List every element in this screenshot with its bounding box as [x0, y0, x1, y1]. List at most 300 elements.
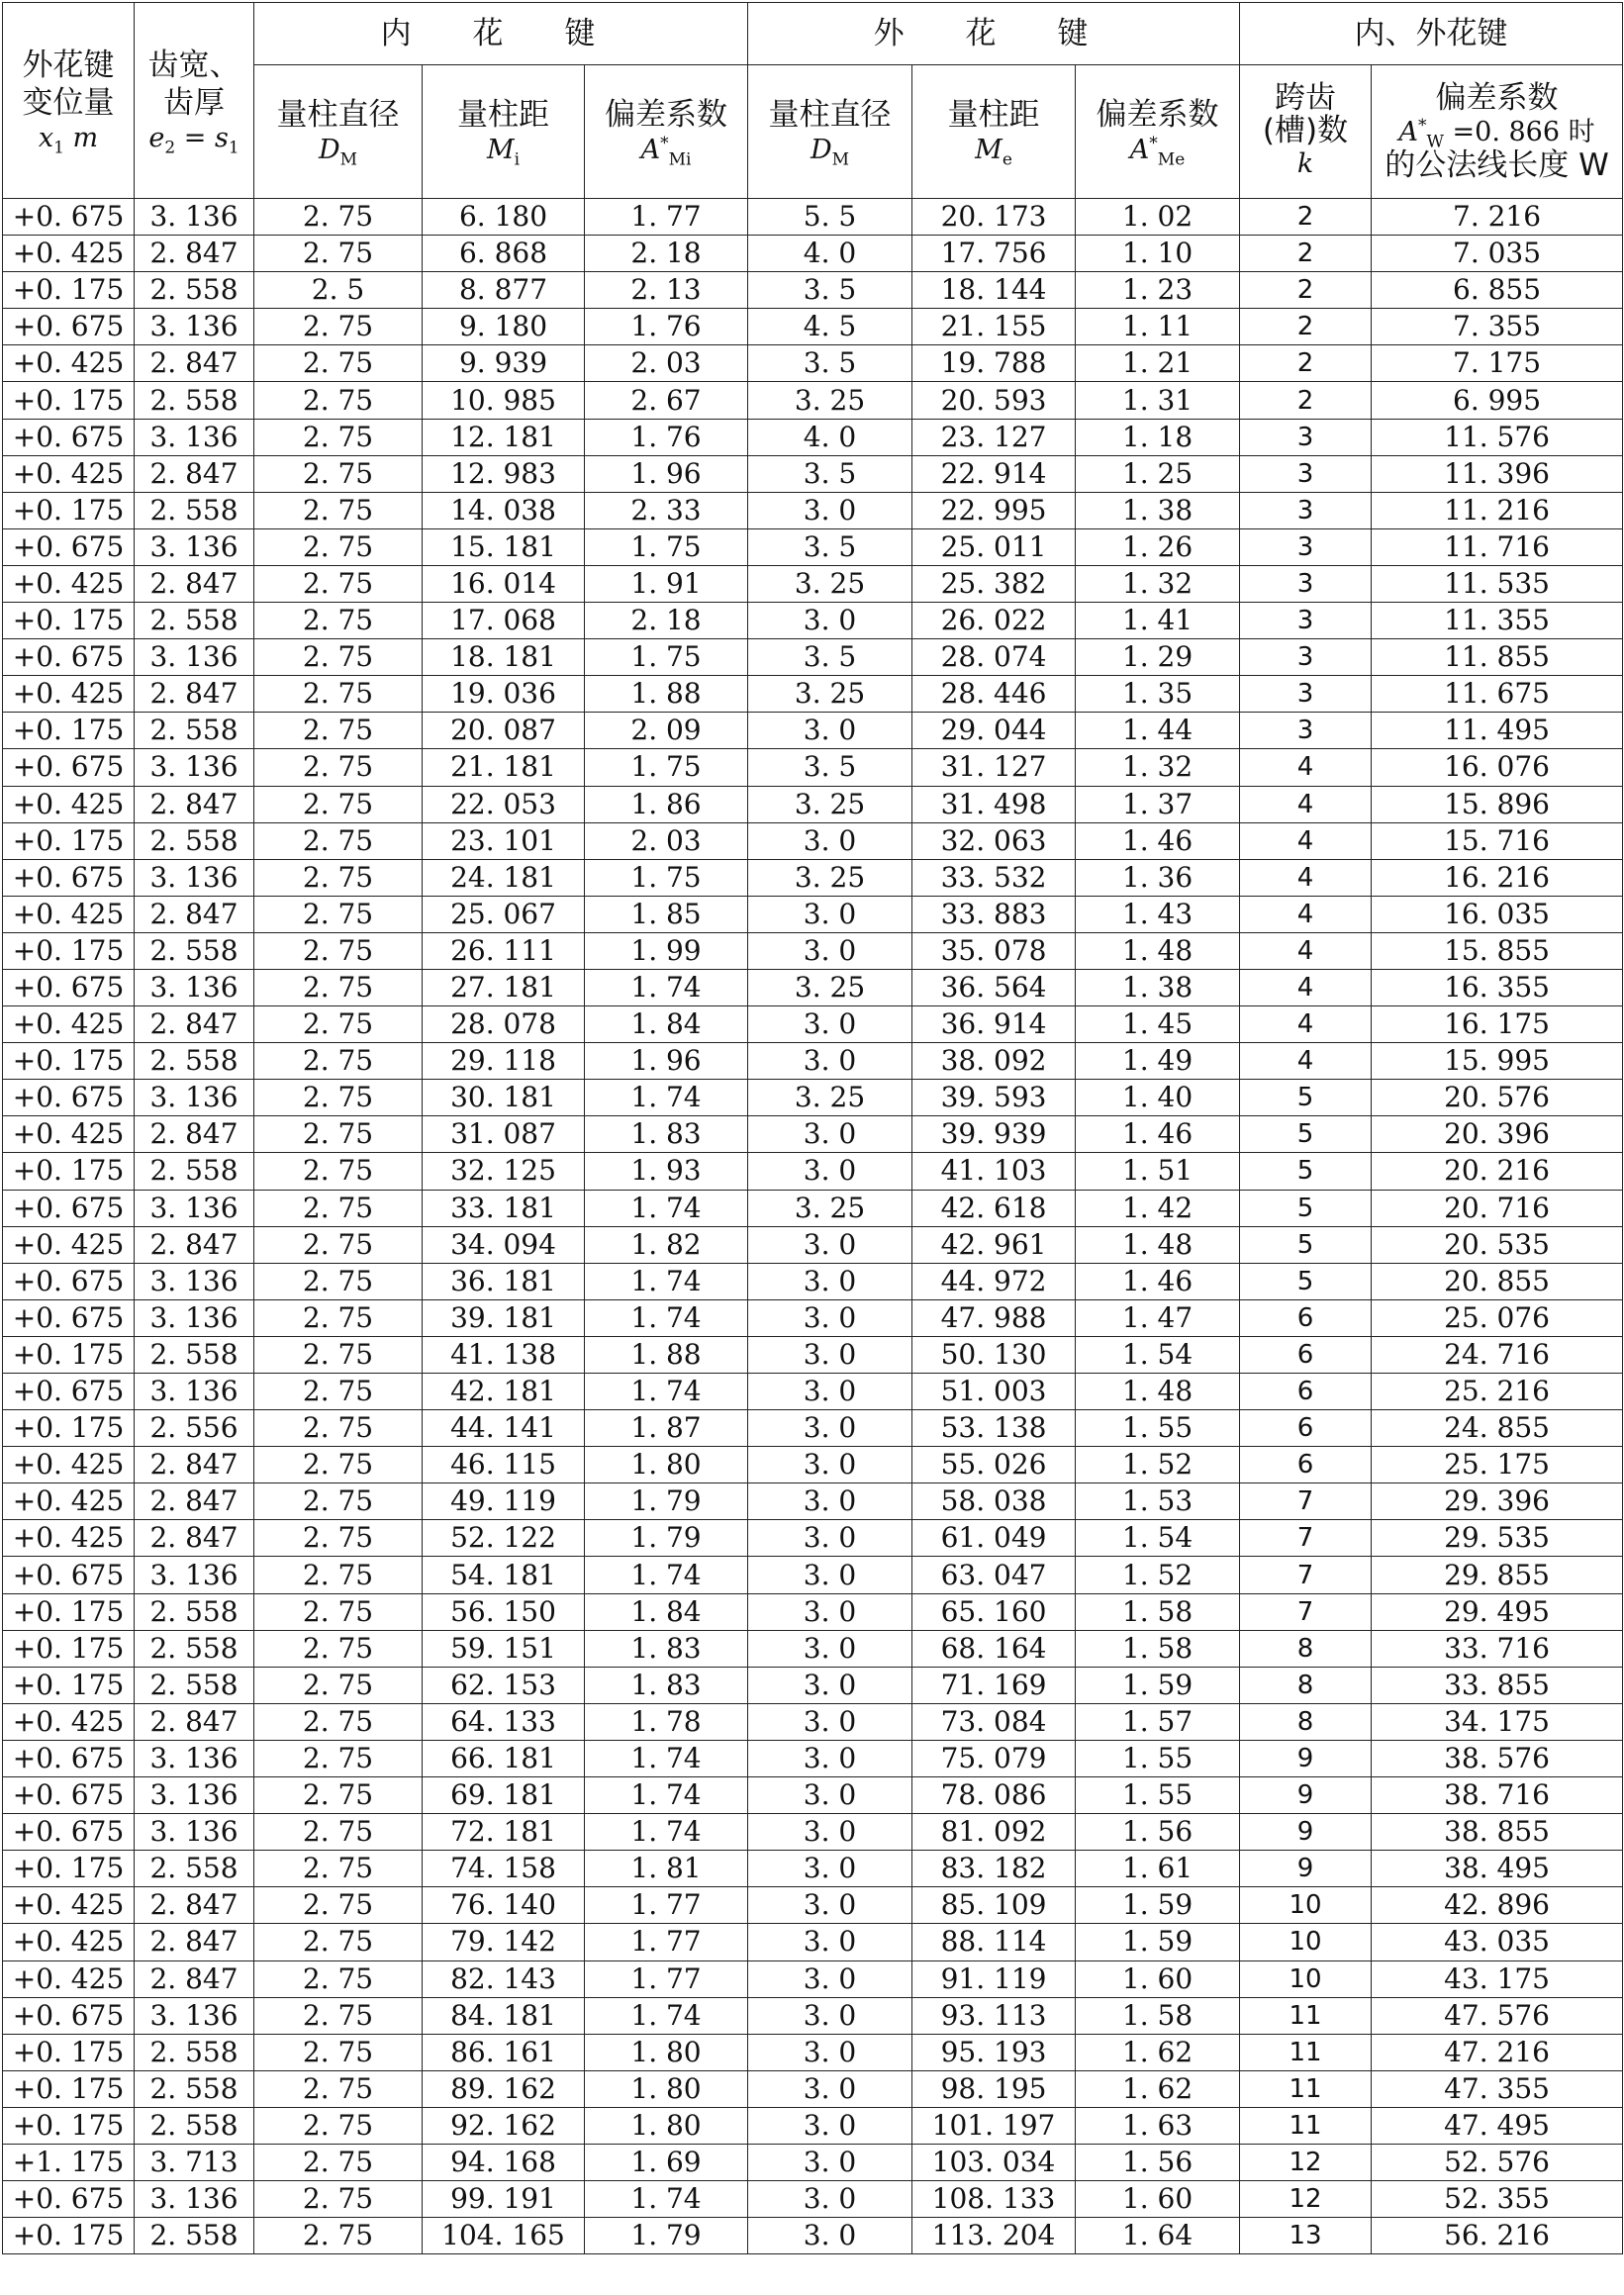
cell-span-teeth-count: 8	[1240, 1667, 1372, 1703]
cell-internal-pin-distance: 18. 181	[423, 639, 585, 676]
table-row	[3, 1447, 1623, 1483]
cell-external-pin-distance: 39. 939	[912, 1116, 1076, 1153]
cell-tooth-width: 3. 136	[135, 309, 254, 345]
cell-x1m-shift: +0. 175	[3, 272, 135, 309]
cell-internal-pin-distance: 49. 119	[423, 1483, 585, 1520]
cell-span-measurement-w: 20. 396	[1372, 1116, 1623, 1153]
table-row	[3, 1116, 1623, 1153]
header-span-teeth-count: 跨齿 (槽)数 k	[1240, 65, 1372, 199]
cell-internal-deviation-coeff: 1. 88	[585, 1336, 748, 1373]
cell-internal-pin-distance: 56. 150	[423, 1593, 585, 1630]
cell-x1m-shift: +0. 425	[3, 1226, 135, 1263]
cell-span-measurement-w: 20. 535	[1372, 1226, 1623, 1263]
cell-span-teeth-count: 2	[1240, 382, 1372, 419]
cell-external-pin-distance: 22. 914	[912, 455, 1076, 492]
table-row	[3, 932, 1623, 969]
cell-span-measurement-w: 24. 855	[1372, 1410, 1623, 1447]
table-row	[3, 859, 1623, 896]
cell-external-pin-diameter: 3. 5	[748, 749, 912, 786]
cell-x1m-shift: +0. 175	[3, 2034, 135, 2070]
cell-tooth-width: 2. 558	[135, 492, 254, 528]
cell-external-pin-distance: 41. 103	[912, 1153, 1076, 1190]
cell-external-deviation-coeff: 1. 51	[1076, 1153, 1240, 1190]
cell-internal-pin-distance: 46. 115	[423, 1447, 585, 1483]
cell-external-deviation-coeff: 1. 02	[1076, 199, 1240, 236]
cell-span-measurement-w: 16. 175	[1372, 1006, 1623, 1043]
cell-tooth-width: 2. 847	[135, 236, 254, 272]
cell-internal-deviation-coeff: 1. 74	[585, 1814, 748, 1851]
cell-external-deviation-coeff: 1. 58	[1076, 1630, 1240, 1667]
cell-span-teeth-count: 5	[1240, 1116, 1372, 1153]
cell-internal-deviation-coeff: 1. 74	[585, 1997, 748, 2034]
cell-internal-pin-diameter: 2. 75	[254, 455, 423, 492]
cell-internal-pin-diameter: 2. 75	[254, 1153, 423, 1190]
cell-tooth-width: 3. 136	[135, 639, 254, 676]
cell-span-measurement-w: 25. 216	[1372, 1374, 1623, 1410]
cell-x1m-shift: +0. 175	[3, 1851, 135, 1887]
header-group-both-splines: 内、外花键	[1240, 3, 1623, 65]
cell-internal-pin-diameter: 2. 75	[254, 2107, 423, 2144]
cell-external-deviation-coeff: 1. 35	[1076, 676, 1240, 713]
cell-tooth-width: 3. 136	[135, 1374, 254, 1410]
cell-internal-deviation-coeff: 1. 84	[585, 1593, 748, 1630]
cell-tooth-width: 2. 847	[135, 345, 254, 382]
cell-tooth-width: 2. 847	[135, 676, 254, 713]
cell-external-deviation-coeff: 1. 63	[1076, 2107, 1240, 2144]
cell-span-measurement-w: 20. 216	[1372, 1153, 1623, 1190]
cell-tooth-width: 2. 847	[135, 1960, 254, 1997]
cell-internal-pin-diameter: 2. 75	[254, 1960, 423, 1997]
cell-external-pin-diameter: 3. 0	[748, 1924, 912, 1960]
cell-x1m-shift: +1. 175	[3, 2144, 135, 2180]
cell-internal-pin-diameter: 2. 75	[254, 1447, 423, 1483]
cell-x1m-shift: +0. 175	[3, 1043, 135, 1080]
cell-external-deviation-coeff: 1. 64	[1076, 2218, 1240, 2254]
cell-internal-pin-diameter: 2. 75	[254, 1263, 423, 1299]
cell-internal-deviation-coeff: 1. 81	[585, 1851, 748, 1887]
table-row	[3, 786, 1623, 822]
cell-x1m-shift: +0. 175	[3, 603, 135, 639]
table-body	[3, 199, 1623, 2254]
cell-external-deviation-coeff: 1. 25	[1076, 455, 1240, 492]
cell-x1m-shift: +0. 425	[3, 1703, 135, 1740]
cell-external-pin-distance: 103. 034	[912, 2144, 1076, 2180]
cell-internal-deviation-coeff: 1. 74	[585, 1740, 748, 1776]
cell-tooth-width: 3. 136	[135, 199, 254, 236]
cell-span-teeth-count: 3	[1240, 419, 1372, 455]
cell-tooth-width: 3. 136	[135, 969, 254, 1005]
cell-x1m-shift: +0. 175	[3, 1153, 135, 1190]
cell-internal-pin-distance: 66. 181	[423, 1740, 585, 1776]
cell-internal-deviation-coeff: 1. 74	[585, 1374, 748, 1410]
cell-external-pin-distance: 58. 038	[912, 1483, 1076, 1520]
cell-internal-pin-diameter: 2. 75	[254, 1190, 423, 1226]
cell-x1m-shift: +0. 425	[3, 1924, 135, 1960]
cell-span-teeth-count: 9	[1240, 1851, 1372, 1887]
cell-external-pin-diameter: 3. 0	[748, 2107, 912, 2144]
header-span-measurement-w: 偏差系数 $A^*_W =0$. 866 时 的公法线长度 W	[1372, 65, 1623, 199]
cell-internal-pin-distance: 8. 877	[423, 272, 585, 309]
cell-x1m-shift: +0. 425	[3, 786, 135, 822]
cell-internal-deviation-coeff: 2. 03	[585, 822, 748, 859]
cell-span-teeth-count: 7	[1240, 1520, 1372, 1557]
cell-x1m-shift: +0. 175	[3, 822, 135, 859]
cell-x1m-shift: +0. 425	[3, 1006, 135, 1043]
cell-internal-deviation-coeff: 2. 33	[585, 492, 748, 528]
cell-internal-deviation-coeff: 1. 80	[585, 2070, 748, 2107]
table-row	[3, 1483, 1623, 1520]
cell-external-pin-diameter: 3. 0	[748, 713, 912, 749]
cell-external-pin-distance: 28. 446	[912, 676, 1076, 713]
cell-internal-pin-distance: 6. 180	[423, 199, 585, 236]
cell-span-teeth-count: 3	[1240, 603, 1372, 639]
cell-span-teeth-count: 11	[1240, 1997, 1372, 2034]
cell-external-pin-diameter: 3. 5	[748, 345, 912, 382]
cell-internal-pin-distance: 79. 142	[423, 1924, 585, 1960]
cell-external-deviation-coeff: 1. 46	[1076, 1116, 1240, 1153]
cell-x1m-shift: +0. 675	[3, 1997, 135, 2034]
cell-tooth-width: 2. 558	[135, 1043, 254, 1080]
cell-tooth-width: 3. 136	[135, 2181, 254, 2218]
cell-x1m-shift: +0. 175	[3, 2107, 135, 2144]
cell-tooth-width: 2. 558	[135, 603, 254, 639]
table-row	[3, 713, 1623, 749]
cell-internal-pin-diameter: 2. 75	[254, 603, 423, 639]
cell-span-teeth-count: 7	[1240, 1557, 1372, 1593]
cell-tooth-width: 2. 558	[135, 822, 254, 859]
header-internal-pin-diameter: 量柱直径 $D_M$	[254, 65, 423, 199]
cell-external-pin-distance: 61. 049	[912, 1520, 1076, 1557]
cell-external-pin-distance: 36. 564	[912, 969, 1076, 1005]
cell-external-deviation-coeff: 1. 60	[1076, 1960, 1240, 1997]
cell-tooth-width: 2. 847	[135, 1006, 254, 1043]
cell-span-teeth-count: 12	[1240, 2144, 1372, 2180]
cell-span-teeth-count: 9	[1240, 1777, 1372, 1814]
header-e2s1: 齿宽、 齿厚 $e_2 = s_1$	[135, 3, 254, 199]
cell-internal-deviation-coeff: 1. 84	[585, 1006, 748, 1043]
cell-external-pin-diameter: 3. 0	[748, 1263, 912, 1299]
cell-internal-pin-diameter: 2. 75	[254, 382, 423, 419]
cell-internal-pin-diameter: 2. 75	[254, 2181, 423, 2218]
cell-external-pin-diameter: 3. 5	[748, 639, 912, 676]
cell-span-teeth-count: 11	[1240, 2107, 1372, 2144]
cell-internal-pin-distance: 32. 125	[423, 1153, 585, 1190]
cell-x1m-shift: +0. 675	[3, 1080, 135, 1116]
cell-internal-pin-distance: 6. 868	[423, 236, 585, 272]
table-row	[3, 419, 1623, 455]
cell-span-teeth-count: 2	[1240, 272, 1372, 309]
cell-span-measurement-w: 16. 076	[1372, 749, 1623, 786]
cell-external-pin-diameter: 3. 0	[748, 1116, 912, 1153]
cell-span-teeth-count: 5	[1240, 1226, 1372, 1263]
cell-x1m-shift: +0. 675	[3, 639, 135, 676]
cell-internal-pin-distance: 30. 181	[423, 1080, 585, 1116]
table-row	[3, 236, 1623, 272]
cell-external-pin-diameter: 3. 0	[748, 1226, 912, 1263]
cell-external-pin-diameter: 3. 0	[748, 2218, 912, 2254]
cell-external-pin-diameter: 3. 0	[748, 1740, 912, 1776]
header-internal-pin-distance: 量柱距 $M_i$	[423, 65, 585, 199]
cell-external-pin-distance: 33. 532	[912, 859, 1076, 896]
cell-external-deviation-coeff: 1. 59	[1076, 1667, 1240, 1703]
table-row	[3, 1777, 1623, 1814]
cell-internal-pin-distance: 31. 087	[423, 1116, 585, 1153]
cell-external-pin-diameter: 3. 0	[748, 1667, 912, 1703]
cell-tooth-width: 2. 558	[135, 1851, 254, 1887]
cell-external-deviation-coeff: 1. 21	[1076, 345, 1240, 382]
cell-internal-pin-distance: 33. 181	[423, 1190, 585, 1226]
cell-internal-pin-distance: 10. 985	[423, 382, 585, 419]
cell-tooth-width: 2. 847	[135, 565, 254, 602]
cell-x1m-shift: +0. 675	[3, 2181, 135, 2218]
cell-tooth-width: 2. 556	[135, 1410, 254, 1447]
cell-internal-pin-diameter: 2. 75	[254, 492, 423, 528]
cell-x1m-shift: +0. 675	[3, 528, 135, 565]
cell-tooth-width: 2. 558	[135, 1667, 254, 1703]
cell-internal-pin-distance: 89. 162	[423, 2070, 585, 2107]
cell-external-pin-diameter: 4. 5	[748, 309, 912, 345]
cell-external-pin-diameter: 3. 0	[748, 1593, 912, 1630]
header-x1m: 外花键 变位量 $x_1$ m	[3, 3, 135, 199]
cell-external-pin-distance: 81. 092	[912, 1814, 1076, 1851]
cell-tooth-width: 2. 558	[135, 382, 254, 419]
cell-tooth-width: 3. 136	[135, 1740, 254, 1776]
cell-x1m-shift: +0. 675	[3, 749, 135, 786]
cell-internal-deviation-coeff: 1. 79	[585, 2218, 748, 2254]
cell-internal-deviation-coeff: 1. 78	[585, 1703, 748, 1740]
table-row	[3, 2181, 1623, 2218]
cell-internal-pin-distance: 59. 151	[423, 1630, 585, 1667]
cell-internal-pin-diameter: 2. 75	[254, 2070, 423, 2107]
cell-external-deviation-coeff: 1. 46	[1076, 1263, 1240, 1299]
cell-span-teeth-count: 4	[1240, 969, 1372, 1005]
cell-tooth-width: 3. 136	[135, 1080, 254, 1116]
table-row	[3, 2218, 1623, 2254]
cell-external-pin-distance: 44. 972	[912, 1263, 1076, 1299]
cell-tooth-width: 2. 558	[135, 2070, 254, 2107]
cell-span-teeth-count: 6	[1240, 1299, 1372, 1336]
cell-span-measurement-w: 29. 535	[1372, 1520, 1623, 1557]
cell-internal-pin-distance: 15. 181	[423, 528, 585, 565]
cell-x1m-shift: +0. 425	[3, 896, 135, 932]
cell-internal-pin-distance: 92. 162	[423, 2107, 585, 2144]
cell-tooth-width: 3. 136	[135, 1299, 254, 1336]
cell-x1m-shift: +0. 175	[3, 1667, 135, 1703]
cell-external-deviation-coeff: 1. 37	[1076, 786, 1240, 822]
cell-internal-deviation-coeff: 1. 80	[585, 2107, 748, 2144]
table-row	[3, 1960, 1623, 1997]
cell-external-pin-distance: 91. 119	[912, 1960, 1076, 1997]
cell-internal-deviation-coeff: 1. 96	[585, 455, 748, 492]
table-row	[3, 1153, 1623, 1190]
cell-span-measurement-w: 16. 355	[1372, 969, 1623, 1005]
cell-span-teeth-count: 4	[1240, 859, 1372, 896]
cell-tooth-width: 2. 558	[135, 713, 254, 749]
cell-span-measurement-w: 38. 495	[1372, 1851, 1623, 1887]
table-row	[3, 2034, 1623, 2070]
cell-span-teeth-count: 2	[1240, 345, 1372, 382]
cell-external-pin-distance: 113. 204	[912, 2218, 1076, 2254]
cell-internal-pin-diameter: 2. 75	[254, 822, 423, 859]
cell-span-teeth-count: 3	[1240, 713, 1372, 749]
cell-internal-deviation-coeff: 1. 74	[585, 1190, 748, 1226]
cell-x1m-shift: +0. 175	[3, 1593, 135, 1630]
cell-tooth-width: 2. 558	[135, 1630, 254, 1667]
cell-span-measurement-w: 6. 855	[1372, 272, 1623, 309]
cell-external-pin-diameter: 3. 25	[748, 969, 912, 1005]
cell-external-pin-diameter: 3. 0	[748, 896, 912, 932]
cell-internal-deviation-coeff: 1. 79	[585, 1520, 748, 1557]
cell-span-teeth-count: 4	[1240, 1006, 1372, 1043]
table-row	[3, 1997, 1623, 2034]
cell-internal-pin-distance: 19. 036	[423, 676, 585, 713]
cell-span-teeth-count: 3	[1240, 455, 1372, 492]
table-row	[3, 1263, 1623, 1299]
cell-external-pin-diameter: 3. 0	[748, 1557, 912, 1593]
cell-x1m-shift: +0. 675	[3, 1777, 135, 1814]
cell-external-pin-diameter: 3. 0	[748, 1997, 912, 2034]
cell-tooth-width: 3. 136	[135, 528, 254, 565]
cell-span-teeth-count: 9	[1240, 1814, 1372, 1851]
cell-span-teeth-count: 3	[1240, 676, 1372, 713]
cell-external-pin-diameter: 3. 0	[748, 2144, 912, 2180]
cell-external-deviation-coeff: 1. 45	[1076, 1006, 1240, 1043]
cell-span-teeth-count: 3	[1240, 565, 1372, 602]
table-row	[3, 382, 1623, 419]
cell-internal-pin-diameter: 2. 75	[254, 1997, 423, 2034]
cell-external-pin-distance: 21. 155	[912, 309, 1076, 345]
cell-internal-pin-distance: 82. 143	[423, 1960, 585, 1997]
cell-span-teeth-count: 6	[1240, 1447, 1372, 1483]
cell-tooth-width: 2. 847	[135, 1924, 254, 1960]
table-row	[3, 1667, 1623, 1703]
cell-internal-pin-diameter: 2. 75	[254, 419, 423, 455]
cell-span-teeth-count: 12	[1240, 2181, 1372, 2218]
cell-external-pin-diameter: 3. 0	[748, 1006, 912, 1043]
cell-external-deviation-coeff: 1. 52	[1076, 1557, 1240, 1593]
cell-span-teeth-count: 11	[1240, 2034, 1372, 2070]
cell-span-measurement-w: 38. 855	[1372, 1814, 1623, 1851]
cell-x1m-shift: +0. 675	[3, 1740, 135, 1776]
cell-external-pin-diameter: 3. 0	[748, 1447, 912, 1483]
table-row	[3, 528, 1623, 565]
cell-span-measurement-w: 29. 855	[1372, 1557, 1623, 1593]
spline-measurement-table	[2, 2, 1623, 2254]
cell-internal-deviation-coeff: 1. 69	[585, 2144, 748, 2180]
cell-span-measurement-w: 33. 855	[1372, 1667, 1623, 1703]
cell-internal-pin-distance: 72. 181	[423, 1814, 585, 1851]
cell-internal-pin-distance: 20. 087	[423, 713, 585, 749]
cell-x1m-shift: +0. 675	[3, 1263, 135, 1299]
cell-span-measurement-w: 7. 035	[1372, 236, 1623, 272]
cell-internal-deviation-coeff: 1. 77	[585, 1924, 748, 1960]
cell-internal-pin-diameter: 2. 75	[254, 1667, 423, 1703]
cell-internal-pin-diameter: 2. 75	[254, 1851, 423, 1887]
cell-x1m-shift: +0. 425	[3, 236, 135, 272]
cell-span-teeth-count: 2	[1240, 236, 1372, 272]
cell-external-deviation-coeff: 1. 43	[1076, 896, 1240, 932]
cell-internal-pin-distance: 9. 939	[423, 345, 585, 382]
cell-external-deviation-coeff: 1. 41	[1076, 603, 1240, 639]
cell-external-pin-distance: 75. 079	[912, 1740, 1076, 1776]
table-row	[3, 896, 1623, 932]
cell-external-pin-distance: 51. 003	[912, 1374, 1076, 1410]
cell-span-measurement-w: 47. 576	[1372, 1997, 1623, 2034]
cell-external-pin-distance: 88. 114	[912, 1924, 1076, 1960]
header-group-internal-spline: 内 花 键	[254, 3, 748, 65]
cell-external-pin-distance: 39. 593	[912, 1080, 1076, 1116]
cell-external-pin-distance: 63. 047	[912, 1557, 1076, 1593]
cell-span-measurement-w: 15. 716	[1372, 822, 1623, 859]
cell-internal-deviation-coeff: 1. 88	[585, 676, 748, 713]
cell-internal-pin-distance: 36. 181	[423, 1263, 585, 1299]
cell-external-pin-diameter: 3. 0	[748, 1374, 912, 1410]
cell-tooth-width: 2. 558	[135, 1593, 254, 1630]
cell-external-pin-distance: 101. 197	[912, 2107, 1076, 2144]
cell-internal-pin-diameter: 2. 75	[254, 2218, 423, 2254]
cell-internal-pin-diameter: 2. 75	[254, 859, 423, 896]
cell-internal-pin-distance: 39. 181	[423, 1299, 585, 1336]
cell-internal-deviation-coeff: 1. 77	[585, 1960, 748, 1997]
cell-internal-deviation-coeff: 1. 75	[585, 528, 748, 565]
cell-tooth-width: 2. 847	[135, 896, 254, 932]
table-row	[3, 1557, 1623, 1593]
cell-internal-pin-diameter: 2. 75	[254, 749, 423, 786]
cell-internal-deviation-coeff: 1. 83	[585, 1667, 748, 1703]
cell-span-teeth-count: 11	[1240, 2070, 1372, 2107]
cell-span-measurement-w: 33. 716	[1372, 1630, 1623, 1667]
cell-internal-deviation-coeff: 1. 96	[585, 1043, 748, 1080]
cell-external-deviation-coeff: 1. 54	[1076, 1520, 1240, 1557]
cell-span-teeth-count: 7	[1240, 1593, 1372, 1630]
cell-internal-pin-diameter: 2. 75	[254, 713, 423, 749]
cell-internal-deviation-coeff: 2. 18	[585, 603, 748, 639]
cell-internal-pin-distance: 26. 111	[423, 932, 585, 969]
cell-internal-pin-distance: 104. 165	[423, 2218, 585, 2254]
cell-external-pin-distance: 32. 063	[912, 822, 1076, 859]
table-row	[3, 1410, 1623, 1447]
cell-internal-pin-diameter: 2. 75	[254, 1116, 423, 1153]
cell-x1m-shift: +0. 675	[3, 1190, 135, 1226]
cell-internal-pin-diameter: 2. 75	[254, 1777, 423, 1814]
cell-external-pin-diameter: 3. 0	[748, 2070, 912, 2107]
cell-internal-pin-diameter: 2. 75	[254, 1520, 423, 1557]
cell-external-deviation-coeff: 1. 48	[1076, 1374, 1240, 1410]
cell-x1m-shift: +0. 675	[3, 1814, 135, 1851]
cell-internal-pin-diameter: 2. 75	[254, 2034, 423, 2070]
cell-x1m-shift: +0. 175	[3, 932, 135, 969]
cell-internal-pin-distance: 76. 140	[423, 1887, 585, 1924]
cell-external-pin-diameter: 5. 5	[748, 199, 912, 236]
table-row	[3, 1814, 1623, 1851]
cell-internal-pin-distance: 86. 161	[423, 2034, 585, 2070]
cell-internal-pin-diameter: 2. 75	[254, 1336, 423, 1373]
cell-internal-pin-diameter: 2. 75	[254, 345, 423, 382]
cell-internal-pin-diameter: 2. 75	[254, 528, 423, 565]
table-row	[3, 1080, 1623, 1116]
cell-span-measurement-w: 42. 896	[1372, 1887, 1623, 1924]
table-row	[3, 1851, 1623, 1887]
cell-internal-pin-diameter: 2. 75	[254, 676, 423, 713]
cell-external-deviation-coeff: 1. 61	[1076, 1851, 1240, 1887]
cell-internal-pin-distance: 21. 181	[423, 749, 585, 786]
cell-tooth-width: 2. 558	[135, 2107, 254, 2144]
cell-external-pin-distance: 23. 127	[912, 419, 1076, 455]
cell-internal-pin-diameter: 2. 75	[254, 565, 423, 602]
table-row	[3, 1374, 1623, 1410]
cell-tooth-width: 2. 847	[135, 1447, 254, 1483]
cell-x1m-shift: +0. 675	[3, 969, 135, 1005]
